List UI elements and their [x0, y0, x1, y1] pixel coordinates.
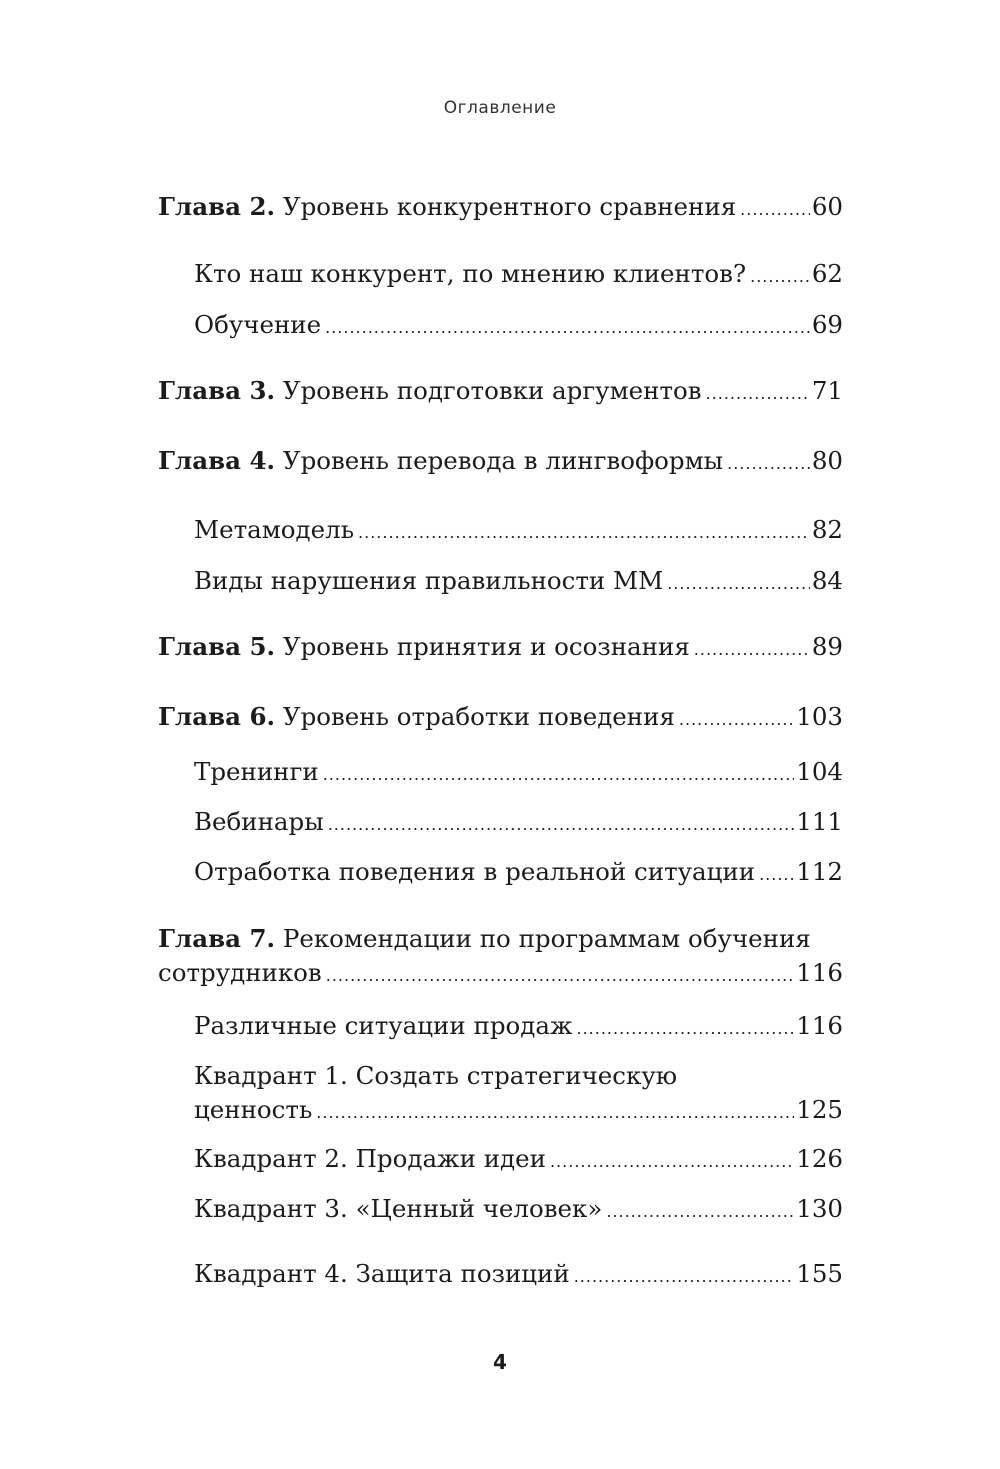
- toc-entry-competitor[interactable]: [194, 257, 843, 294]
- page-number: 103: [796, 702, 843, 731]
- dot-leader: [727, 447, 810, 481]
- page-number: 62: [811, 259, 843, 288]
- page-number: 126: [796, 1144, 843, 1173]
- section-title: Квадрант 1. Создать стратегическую: [194, 1061, 678, 1090]
- page-number: 82: [811, 515, 843, 544]
- chapter-label: Глава 5.: [158, 632, 276, 661]
- dot-leader: [326, 959, 795, 993]
- toc-entry-chapter-3[interactable]: [158, 374, 843, 411]
- toc-entry-chapter-6[interactable]: [158, 700, 843, 737]
- page-folio: 4: [493, 1350, 507, 1374]
- page-number: 69: [811, 310, 843, 339]
- dot-leader: [328, 808, 795, 842]
- section-title: Обучение: [194, 310, 322, 339]
- toc-entry-quadrant-1[interactable]: [194, 1059, 843, 1130]
- chapter-label: Глава 3.: [158, 376, 276, 405]
- section-title: Квадрант 4. Защита позиций: [194, 1259, 570, 1288]
- dot-leader: [574, 1260, 795, 1294]
- page-number: 104: [796, 757, 843, 786]
- dot-leader: [323, 758, 795, 792]
- page-number: 80: [811, 446, 843, 475]
- toc-entry-sales-situations[interactable]: [194, 1009, 843, 1046]
- dot-leader: [576, 1012, 794, 1046]
- page-number: 89: [811, 632, 843, 661]
- dot-leader: [550, 1145, 794, 1179]
- section-title: Различные ситуации продаж: [194, 1011, 573, 1040]
- toc-entry-quadrant-3[interactable]: [194, 1192, 843, 1229]
- toc-entry-chapter-7[interactable]: [158, 922, 843, 993]
- page-number: 71: [811, 376, 843, 405]
- chapter-title-continued: сотрудников: [158, 958, 322, 987]
- section-title-continued: ценность: [194, 1095, 313, 1124]
- dot-leader: [358, 516, 810, 550]
- chapter-label: Глава 2.: [158, 192, 276, 221]
- page-number: 125: [796, 1095, 843, 1124]
- page-number: 116: [796, 1011, 843, 1040]
- section-title: Отработка поведения в реальной ситуации: [194, 857, 756, 886]
- toc-entry-chapter-4[interactable]: [158, 444, 843, 481]
- dot-leader: [667, 567, 810, 601]
- toc-entry-learning[interactable]: [194, 308, 843, 345]
- chapter-label: Глава 6.: [158, 702, 276, 731]
- page-number: 84: [811, 566, 843, 595]
- toc-entry-chapter-5[interactable]: [158, 630, 843, 667]
- page-number: 116: [796, 958, 843, 987]
- chapter-title: Уровень отработки поведения: [282, 702, 675, 731]
- chapter-title: Уровень подготовки аргументов: [282, 376, 702, 405]
- toc-entry-metamodel[interactable]: [194, 513, 843, 550]
- dot-leader: [606, 1195, 794, 1229]
- chapter-title: Рекомендации по программам обучения: [282, 924, 811, 953]
- toc-entry-trainings[interactable]: [194, 755, 843, 792]
- section-title: Метамодель: [194, 515, 355, 544]
- toc-entry-chapter-2[interactable]: [158, 190, 843, 227]
- chapter-title: Уровень конкурентного сравнения: [282, 192, 737, 221]
- page-number: 155: [796, 1259, 843, 1288]
- dot-leader: [694, 633, 810, 667]
- dot-leader: [679, 703, 794, 737]
- toc-entry-real-situation[interactable]: [194, 855, 843, 892]
- chapter-title: Уровень принятия и осознания: [282, 632, 690, 661]
- toc-entry-quadrant-2[interactable]: [194, 1142, 843, 1179]
- section-title: Тренинги: [194, 757, 319, 786]
- toc-entry-violations[interactable]: [194, 564, 843, 601]
- toc-entry-quadrant-4[interactable]: [194, 1257, 843, 1294]
- page-number: 130: [796, 1194, 843, 1223]
- page-number: 60: [811, 192, 843, 221]
- dot-leader: [740, 193, 810, 227]
- dot-leader: [750, 260, 810, 294]
- chapter-label: Глава 4.: [158, 446, 276, 475]
- chapter-label: Глава 7.: [158, 924, 276, 953]
- section-title: Квадрант 2. Продажи идеи: [194, 1144, 546, 1173]
- dot-leader: [706, 377, 810, 411]
- running-head: Оглавление: [443, 98, 557, 118]
- section-title: Виды нарушения правильности ММ: [194, 566, 664, 595]
- page-number: 112: [796, 857, 843, 886]
- section-title: Вебинары: [194, 807, 324, 836]
- chapter-title: Уровень перевода в лингвоформы: [282, 446, 724, 475]
- page-number: 111: [796, 807, 843, 836]
- dot-leader: [325, 311, 810, 345]
- section-title: Квадрант 3. «Ценный человек»: [194, 1194, 603, 1223]
- toc-entry-webinars[interactable]: [194, 805, 843, 842]
- dot-leader: [316, 1096, 794, 1130]
- section-title: Кто наш конкурент, по мнению клиентов?: [194, 259, 747, 288]
- dot-leader: [759, 858, 794, 892]
